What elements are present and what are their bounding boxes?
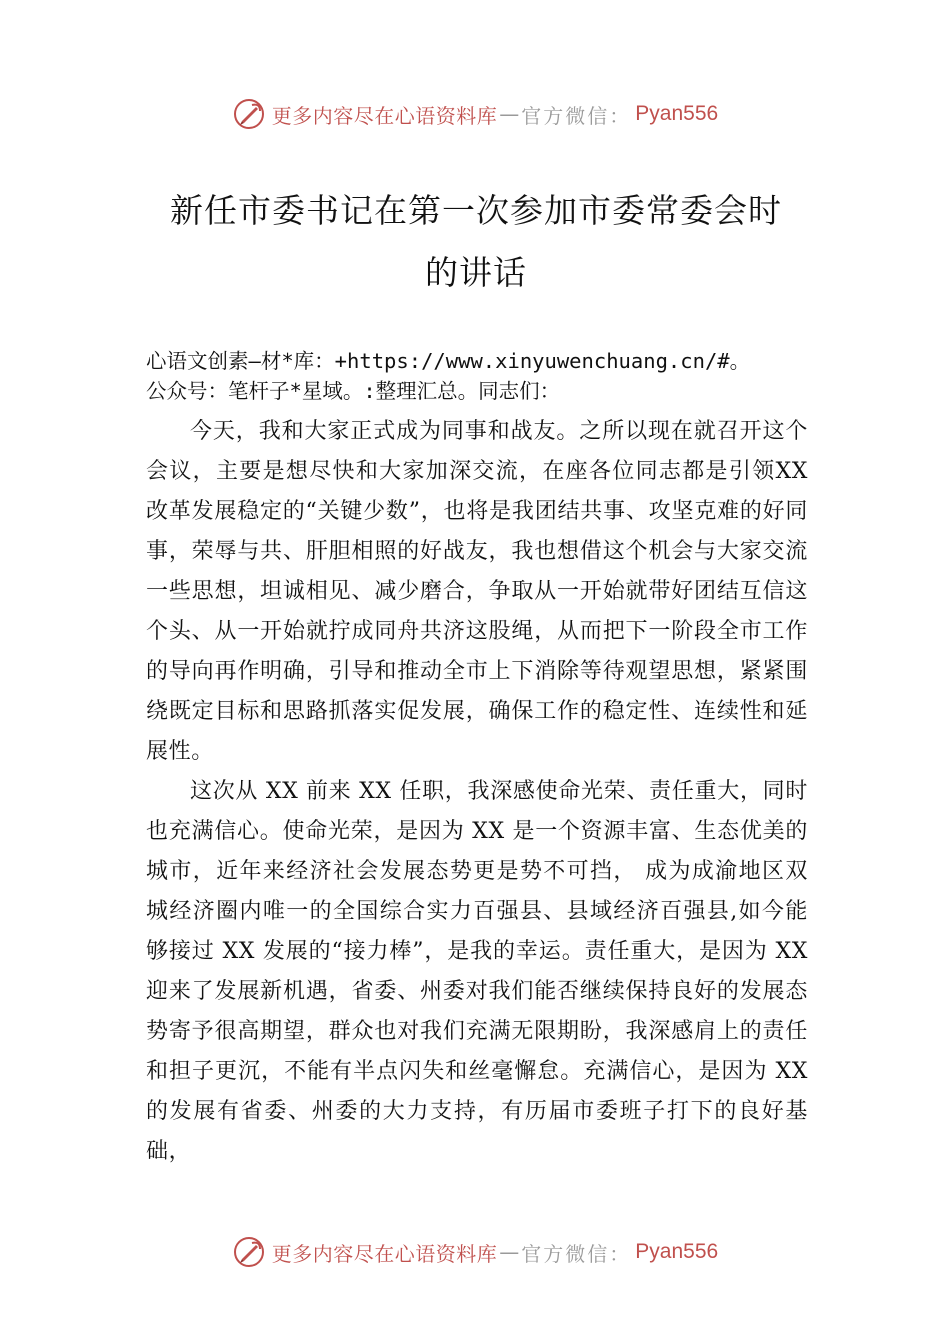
banner-label: 官方微信：	[521, 1241, 632, 1266]
gzh-line: 公众号：笔杆子*星域。:整理汇总。同志们：	[146, 379, 561, 403]
banner-separator: —	[499, 1240, 520, 1264]
pen-logo-icon	[232, 97, 266, 131]
banner-wechat-id: Pyan556	[635, 1240, 719, 1263]
title-line-2: 的讲话	[425, 253, 527, 292]
bottom-banner	[0, 1232, 950, 1272]
document-body	[146, 412, 808, 1172]
paragraph: 今天，我和大家正式成为同事和战友。之所以现在就召开这个会议，主要是想尽快和大家加深交流，在座各位同志都是引领XX改革发展稳定的“关键少数”，也将是我团结共事、攻坚克难的好同事，荣辱与共、肝胆相照的好战友，我也想借这个机会与大家交流一些思想，坦诚相见、减少磨合，争取从一开始就带好团结互信这个头、从一开始就拧成同舟共济这股绳，从而把下一阶段全市工作的导向再作明确，引导和推动全市上下消除等待观望思想，紧紧围绕既定目标和思路抓落实促发展，确保工作的稳定性、连续性和延展性。	[146, 419, 808, 764]
source-line: 心语文创素—材*库：+https://www.xinyuwenchuang.cn/#。	[146, 349, 751, 373]
title-line-1: 新任市委书记在第一次参加市委常委会时	[170, 191, 782, 230]
banner-wechat-id: Pyan556	[635, 102, 719, 125]
banner-text: 更多内容尽在心语资料库	[271, 103, 498, 128]
banner-label: 官方微信：	[521, 103, 632, 128]
banner-text: 更多内容尽在心语资料库	[271, 1241, 498, 1266]
banner-separator: —	[499, 102, 520, 126]
source-info	[146, 346, 826, 406]
pen-logo-icon	[232, 1235, 266, 1269]
document-title	[146, 180, 806, 304]
paragraph: 这次从 XX 前来 XX 任职，我深感使命光荣、责任重大，同时也充满信心。使命光荣，是因为 XX 是一个资源丰富、生态优美的城市，近年来经济社会发展态势更是势不可挡， 成为成渝地区双城经济圈内唯一的全国综合实力百强县、县域经济百强县,如今能够接过 XX 发展的“接力棒”，是我的幸运。责任重大，是因为 XX 迎来了发展新机遇，省委、州委对我们能否继续保持良好的发展态势寄予很高期望，群众也对我们充满无限期盼，我深感肩上的责任和担子更沉，不能有半点闪失和丝毫懈怠。充满信心，是因为 XX 的发展有省委、州委的大力支持，有历届市委班子打下的良好基础，	[146, 779, 808, 1164]
top-banner	[0, 94, 950, 134]
